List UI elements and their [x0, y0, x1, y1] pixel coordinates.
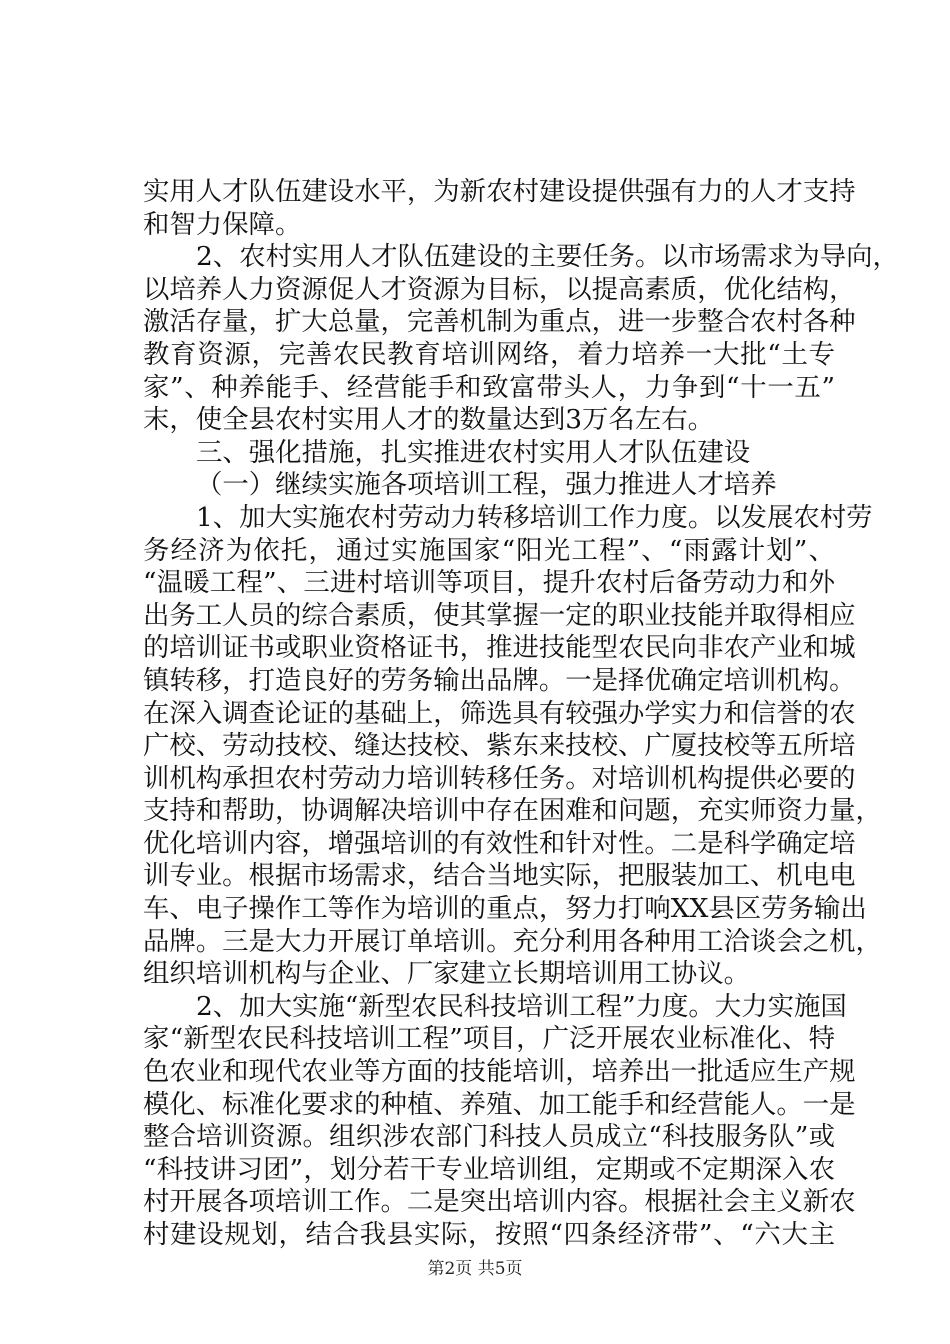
text-line: 2、加大实施“新型农民科技培训工程”力度。大力实施国: [196, 990, 847, 1022]
text-line: 训机构承担农村劳动力培训转移任务。对培训机构提供必要的: [143, 762, 856, 794]
text-line: 实用人才队伍建设水平，为新农村建设提供强有力的人才支持: [143, 176, 856, 207]
text-line: 广校、劳动技校、缝达技校、紫东来技校、广厦技校等五所培: [143, 730, 856, 762]
text-line: 模化、标准化要求的种植、养殖、加工能手和经营能人。一是: [143, 1088, 856, 1120]
text-line: 的培训证书或职业资格证书，推进技能型农民向非农产业和城: [143, 632, 856, 664]
text-line: 2、农村实用人才队伍建设的主要任务。以市场需求为导向，: [196, 241, 899, 273]
text-line: 末，使全县农村实用人才的数量达到3万名左右。: [143, 404, 714, 436]
text-line: 出务工人员的综合素质，使其掌握一定的职业技能并取得相应: [143, 599, 856, 631]
page-number-footer: 第2页 共5页: [427, 1259, 523, 1279]
subsection-heading: （一）继续实施各项培训工程，强力推进人才培养: [196, 469, 777, 501]
section-heading: 三、强化措施，扎实推进农村实用人才队伍建设: [196, 436, 751, 468]
text-line: 家“新型农民科技培训工程”项目，广泛开展农业标准化、特: [143, 1023, 835, 1055]
text-line: 车、电子操作工等作为培训的重点，努力打响XX县区劳务输出: [143, 893, 867, 925]
text-line: 优化培训内容，增强培训的有效性和针对性。二是科学确定培: [143, 827, 856, 859]
document-body: [143, 176, 899, 1252]
text-line: 家”、种养能手、经营能手和致富带头人，力争到“十一五”: [143, 371, 835, 403]
text-line: 村开展各项培训工作。二是突出培训内容。根据社会主义新农: [143, 1186, 856, 1218]
text-line: 教育资源，完善农民教育培训网络，着力培养一大批“土专: [143, 338, 835, 370]
text-line: 训专业。根据市场需求，结合当地实际，把服装加工、机电电: [143, 860, 856, 892]
text-line: 组织培训机构与企业、厂家建立长期培训用工协议。: [143, 958, 750, 990]
text-line: 品牌。三是大力开展订单培训。充分利用各种用工洽谈会之机，: [143, 925, 882, 957]
text-line: “温暖工程”、三进村培训等项目，提升农村后备劳动力和外: [143, 567, 835, 599]
text-line: 以培养人力资源促人才资源为目标，以提高素质，优化结构，: [143, 273, 856, 305]
text-line: 在深入调查论证的基础上，筛选具有较强办学实力和信誉的农: [143, 697, 856, 729]
text-line: 色农业和现代农业等方面的技能培训，培养出一批适应生产规: [143, 1056, 856, 1088]
text-line: 支持和帮助，协调解决培训中存在困难和问题，充实师资力量，: [143, 795, 882, 827]
text-line: 镇转移，打造良好的劳务输出品牌。一是择优确定培训机构。: [143, 664, 856, 696]
text-line: 务经济为依托，通过实施国家“阳光工程”、“雨露计划”、: [143, 534, 835, 566]
text-line: 整合培训资源。组织涉农部门科技人员成立“科技服务队”或: [143, 1121, 835, 1153]
text-line: “科技讲习团”，划分若干专业培训组，定期或不定期深入农: [143, 1153, 835, 1185]
text-line: 村建设规划，结合我县实际，按照“四条经济带”、“六大主: [143, 1219, 835, 1250]
text-line: 和智力保障。: [143, 208, 302, 240]
text-line: 1、加大实施农村劳动力转移培训工作力度。以发展农村劳: [196, 501, 873, 533]
text-line: 激活存量，扩大总量，完善机制为重点，进一步整合农村各种: [143, 306, 856, 338]
